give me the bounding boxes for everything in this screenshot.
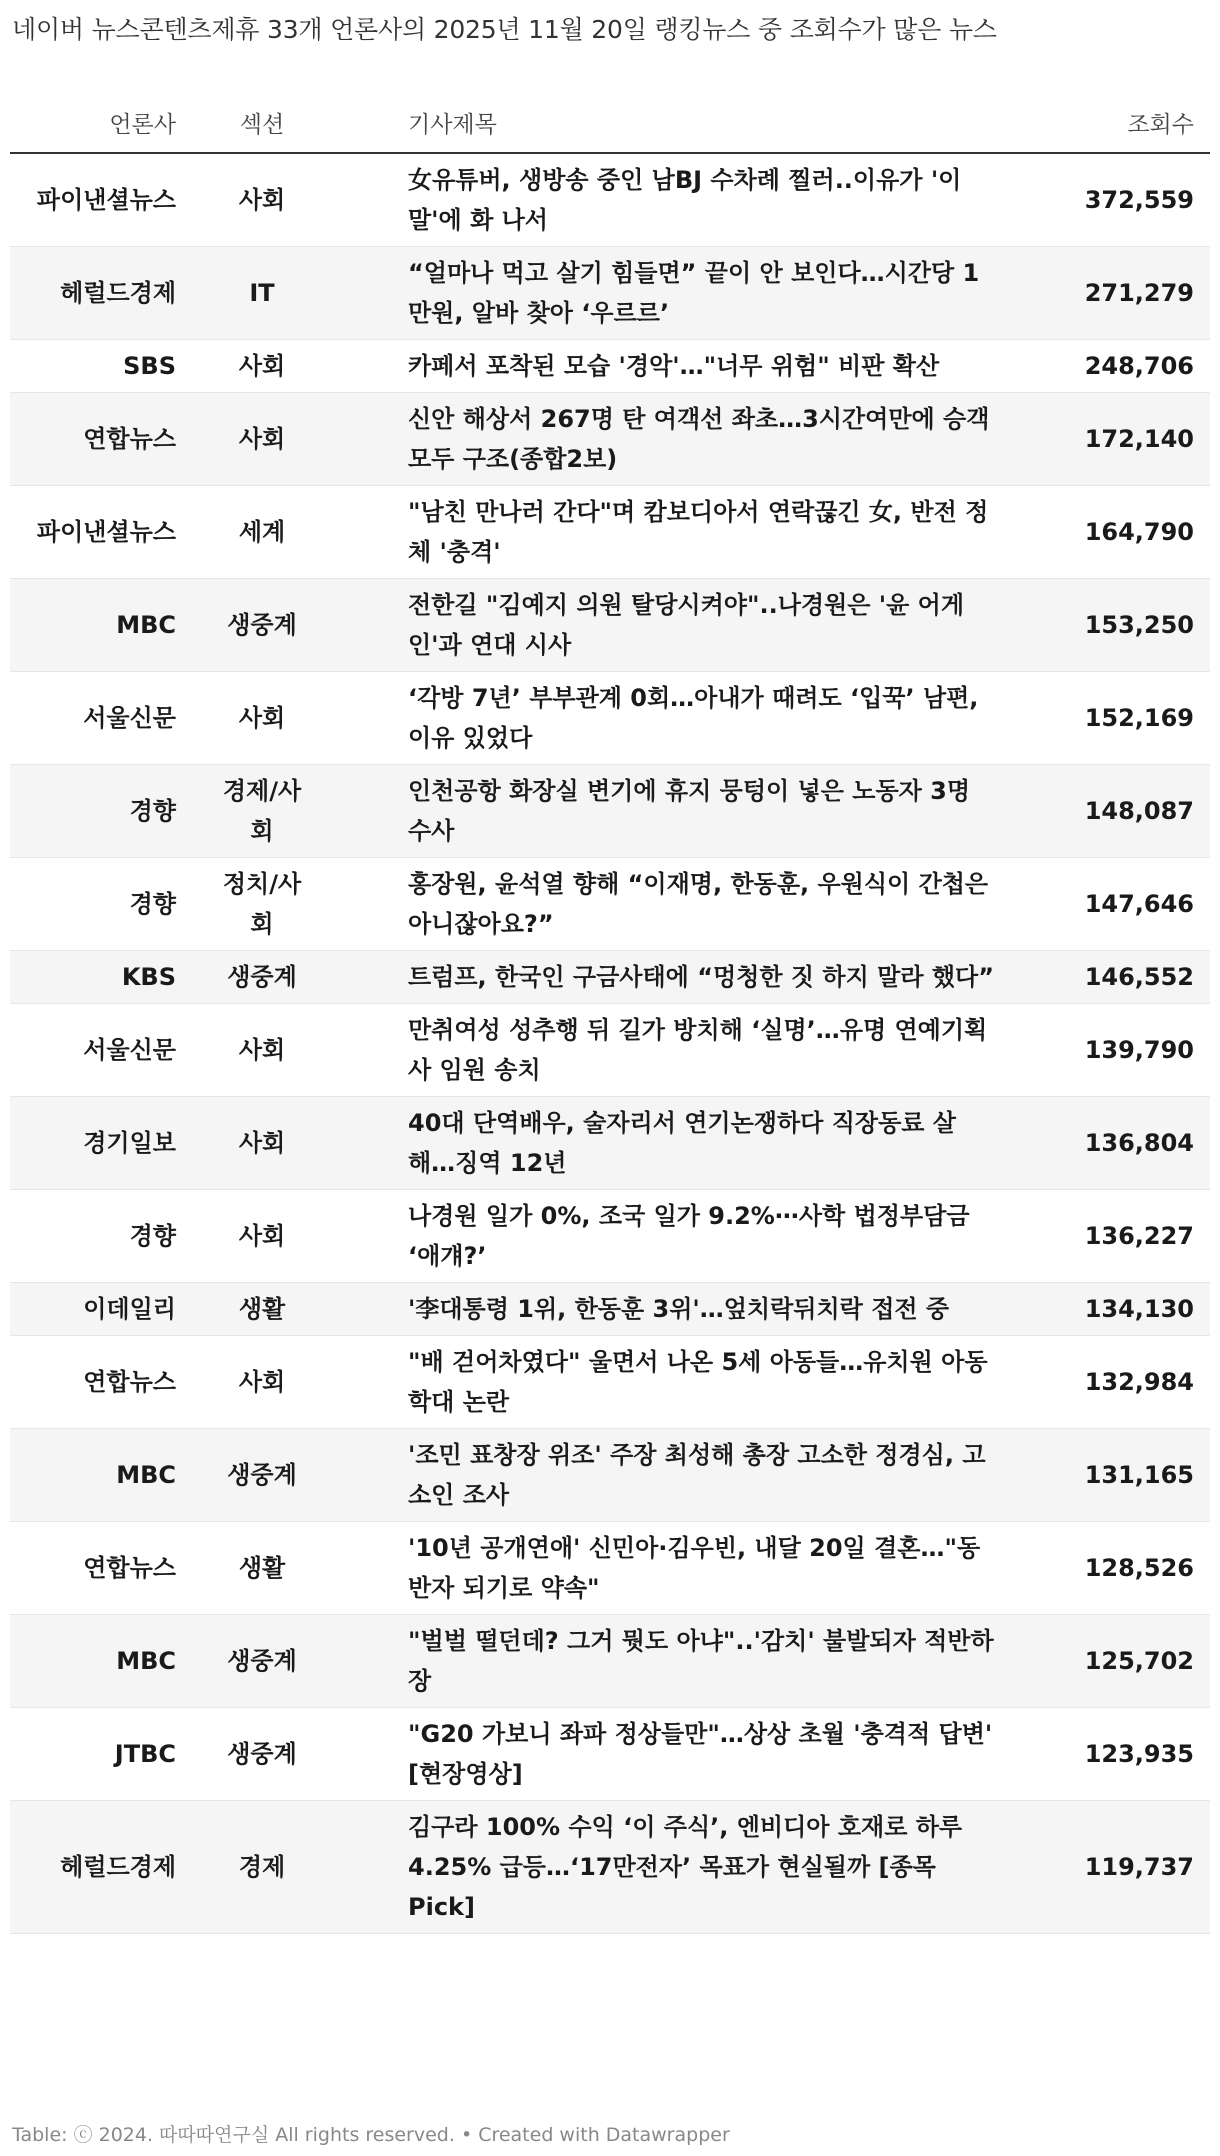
headline-cell: 홍장원, 윤석열 향해 “이재명, 한동훈, 우원식이 간첩은 아니잖아요?”	[348, 858, 1032, 951]
section-cell: 경제	[176, 1801, 348, 1934]
headline-cell: 전한길 "김예지 의원 탈당시켜야"..나경원은 '윤 어게인'과 연대 시사	[348, 579, 1032, 672]
table-row	[10, 486, 1210, 579]
table-row	[10, 951, 1210, 1004]
section-cell: 생중계	[176, 1708, 348, 1801]
column-header-section[interactable]: 섹션	[176, 92, 348, 153]
headline-cell: "G20 가보니 좌파 정상들만"…상상 초월 '충격적 답변' [현장영상]	[348, 1708, 1032, 1801]
press-cell: 연합뉴스	[10, 393, 176, 486]
table-row	[10, 1801, 1210, 1934]
chart-title: 네이버 뉴스콘텐츠제휴 33개 언론사의 2025년 11월 20일 랭킹뉴스 중 조회수가 많은 뉴스	[12, 15, 997, 44]
headline-cell: 인천공항 화장실 변기에 휴지 뭉텅이 넣은 노동자 3명 수사	[348, 765, 1032, 858]
section-cell: 세계	[176, 486, 348, 579]
views-cell: 152,169	[1032, 672, 1210, 765]
headline-cell: ‘각방 7년’ 부부관계 0회…아내가 때려도 ‘입꾹’ 남편, 이유 있었다	[348, 672, 1032, 765]
footer-credit: Table: ⓒ 2024. 따따따연구실 All rights reserved. • Created with Datawrapper	[12, 2124, 730, 2146]
table-row	[10, 1522, 1210, 1615]
headline-cell: "배 걷어차였다" 울면서 나온 5세 아동들…유치원 아동학대 논란	[348, 1336, 1032, 1429]
headline-cell: 만취여성 성추행 뒤 길가 방치해 ‘실명’…유명 연예기획사 임원 송치	[348, 1004, 1032, 1097]
section-cell: 사회	[176, 1097, 348, 1190]
ranking-table	[10, 92, 1210, 1934]
views-cell: 148,087	[1032, 765, 1210, 858]
views-cell: 131,165	[1032, 1429, 1210, 1522]
section-cell: 생활	[176, 1522, 348, 1615]
views-cell: 132,984	[1032, 1336, 1210, 1429]
views-cell: 134,130	[1032, 1283, 1210, 1336]
headline-cell: 트럼프, 한국인 구금사태에 “멍청한 짓 하지 말라 했다”	[348, 951, 1032, 1004]
press-cell: 경향	[10, 765, 176, 858]
views-cell: 123,935	[1032, 1708, 1210, 1801]
table-row	[10, 153, 1210, 247]
section-cell: 사회	[176, 153, 348, 247]
views-cell: 125,702	[1032, 1615, 1210, 1708]
table-row	[10, 1708, 1210, 1801]
press-cell: 연합뉴스	[10, 1336, 176, 1429]
press-cell: MBC	[10, 1615, 176, 1708]
table-row	[10, 393, 1210, 486]
table-row	[10, 247, 1210, 340]
press-cell: KBS	[10, 951, 176, 1004]
table-row	[10, 1097, 1210, 1190]
press-cell: 경향	[10, 1190, 176, 1283]
press-cell: 헤럴드경제	[10, 247, 176, 340]
views-cell: 128,526	[1032, 1522, 1210, 1615]
section-cell: 사회	[176, 1190, 348, 1283]
press-cell: 서울신문	[10, 1004, 176, 1097]
views-cell: 248,706	[1032, 340, 1210, 393]
section-cell: 사회	[176, 1336, 348, 1429]
press-cell: 연합뉴스	[10, 1522, 176, 1615]
press-cell: MBC	[10, 1429, 176, 1522]
views-cell: 372,559	[1032, 153, 1210, 247]
column-header-headline[interactable]: 기사제목	[348, 92, 1032, 153]
views-cell: 136,804	[1032, 1097, 1210, 1190]
press-cell: 이데일리	[10, 1283, 176, 1336]
headline-cell: “얼마나 먹고 살기 힘들면” 끝이 안 보인다…시간당 1만원, 알바 찾아 ‘우르르’	[348, 247, 1032, 340]
table-row	[10, 858, 1210, 951]
table-row	[10, 765, 1210, 858]
header-row	[10, 92, 1210, 153]
section-cell: IT	[176, 247, 348, 340]
press-cell: 경향	[10, 858, 176, 951]
table-row	[10, 1429, 1210, 1522]
section-cell: 생활	[176, 1283, 348, 1336]
press-cell: 파이낸셜뉴스	[10, 153, 176, 247]
views-cell: 153,250	[1032, 579, 1210, 672]
views-cell: 146,552	[1032, 951, 1210, 1004]
press-cell: 서울신문	[10, 672, 176, 765]
views-cell: 136,227	[1032, 1190, 1210, 1283]
headline-cell: "벌벌 떨던데? 그거 뭣도 아냐"..'감치' 불발되자 적반하장	[348, 1615, 1032, 1708]
section-cell: 사회	[176, 340, 348, 393]
headline-cell: 신안 해상서 267명 탄 여객선 좌초…3시간여만에 승객 모두 구조(종합2보)	[348, 393, 1032, 486]
section-cell: 생중계	[176, 579, 348, 672]
headline-cell: 女유튜버, 생방송 중인 남BJ 수차례 찔러..이유가 '이 말'에 화 나서	[348, 153, 1032, 247]
headline-cell: '10년 공개연애' 신민아·김우빈, 내달 20일 결혼…"동반자 되기로 약속"	[348, 1522, 1032, 1615]
section-cell: 정치/사회	[176, 858, 348, 951]
views-cell: 119,737	[1032, 1801, 1210, 1934]
column-header-press[interactable]: 언론사	[10, 92, 176, 153]
table-row	[10, 1004, 1210, 1097]
views-cell: 139,790	[1032, 1004, 1210, 1097]
table-row	[10, 1283, 1210, 1336]
section-cell: 사회	[176, 1004, 348, 1097]
headline-cell: 카페서 포착된 모습 '경악'…"너무 위험" 비판 확산	[348, 340, 1032, 393]
press-cell: 헤럴드경제	[10, 1801, 176, 1934]
table-row	[10, 1190, 1210, 1283]
views-cell: 147,646	[1032, 858, 1210, 951]
section-cell: 생중계	[176, 951, 348, 1004]
section-cell: 생중계	[176, 1429, 348, 1522]
headline-cell: 40대 단역배우, 술자리서 연기논쟁하다 직장동료 살해…징역 12년	[348, 1097, 1032, 1190]
table-body	[10, 153, 1210, 1934]
press-cell: 경기일보	[10, 1097, 176, 1190]
headline-cell: 김구라 100% 수익 ‘이 주식’, 엔비디아 호재로 하루 4.25% 급등…‘17만전자’ 목표가 현실될까 [종목Pick]	[348, 1801, 1032, 1934]
views-cell: 271,279	[1032, 247, 1210, 340]
views-cell: 172,140	[1032, 393, 1210, 486]
table-row	[10, 579, 1210, 672]
press-cell: SBS	[10, 340, 176, 393]
section-cell: 사회	[176, 672, 348, 765]
press-cell: JTBC	[10, 1708, 176, 1801]
table-row	[10, 340, 1210, 393]
press-cell: MBC	[10, 579, 176, 672]
headline-cell: '조민 표창장 위조' 주장 최성해 총장 고소한 정경심, 고소인 조사	[348, 1429, 1032, 1522]
table-row	[10, 1615, 1210, 1708]
headline-cell: '李대통령 1위, 한동훈 3위'…엎치락뒤치락 접전 중	[348, 1283, 1032, 1336]
headline-cell: "남친 만나러 간다"며 캄보디아서 연락끊긴 女, 반전 정체 '충격'	[348, 486, 1032, 579]
table-row	[10, 672, 1210, 765]
press-cell: 파이낸셜뉴스	[10, 486, 176, 579]
column-header-views[interactable]: 조회수	[1032, 92, 1210, 153]
section-cell: 경제/사회	[176, 765, 348, 858]
views-cell: 164,790	[1032, 486, 1210, 579]
section-cell: 생중계	[176, 1615, 348, 1708]
headline-cell: 나경원 일가 0%, 조국 일가 9.2%⋯사학 법정부담금 ‘애걔?’	[348, 1190, 1032, 1283]
section-cell: 사회	[176, 393, 348, 486]
table-row	[10, 1336, 1210, 1429]
